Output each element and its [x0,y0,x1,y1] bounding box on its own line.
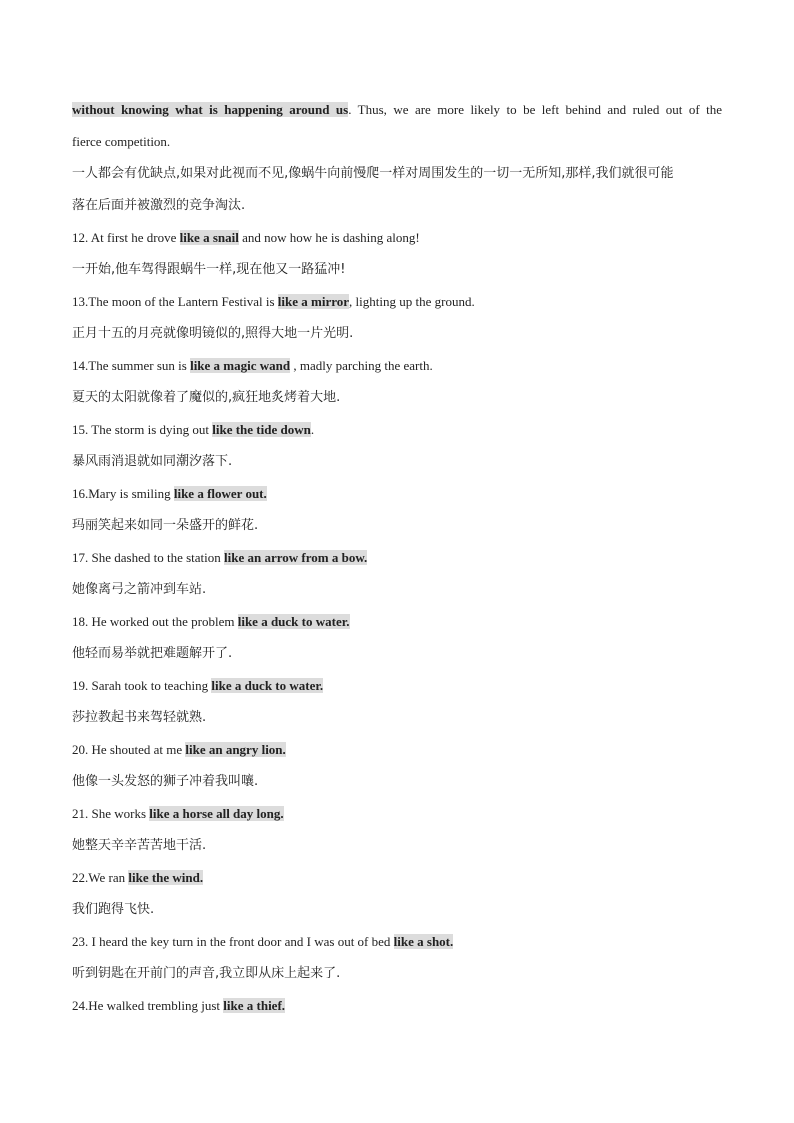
highlighted-phrase: like the wind. [128,870,204,885]
sentence-text: 22.We ran [72,870,129,885]
sentence-text: 13.The moon of the Lantern Festival is [72,294,278,309]
highlighted-phrase: without knowing what is happening around us [72,102,349,117]
paragraph-line: fierce competition. [72,134,171,149]
english-sentence [72,805,722,823]
english-sentence [72,741,722,759]
sentence-text: 19. Sarah took to teaching [72,678,212,693]
sentence-text: , madly parching the earth. [290,358,433,373]
chinese-translation: 他轻而易举就把难题解开了. [72,646,233,661]
chinese-translation: 她整天辛辛苦苦地干活. [72,838,207,853]
chinese-translation: 我们跑得飞快. [72,902,155,917]
english-sentence [72,549,722,567]
highlighted-phrase: like a mirror [277,294,350,309]
highlighted-phrase: like an arrow from a bow. [224,550,368,565]
chinese-translation: 他像一头发怒的狮子冲着我叫嚷. [72,774,259,789]
highlighted-phrase: like a snail [179,230,239,245]
sentence-text: and now how he is dashing along! [238,230,420,245]
chinese-translation: 一人都会有优缺点,如果对此视而不见,像蜗牛向前慢爬一样对周围发生的一切一无所知,那样,我们就很可能 [72,166,674,181]
highlighted-phrase: like a magic wand [190,358,291,373]
chinese-translation: 正月十五的月亮就像明镜似的,照得大地一片光明. [72,326,354,341]
english-sentence [72,357,722,375]
english-sentence [72,997,722,1015]
english-sentence [72,869,722,887]
english-sentence [72,677,722,695]
sentence-text: 12. At first he drove [72,230,180,245]
highlighted-phrase: like a flower out. [173,486,267,501]
highlighted-phrase: like a duck to water. [237,614,350,629]
sentence-text: 20. He shouted at me [72,742,186,757]
sentence-text: 15. The storm is dying out [72,422,213,437]
chinese-translation: 一开始,他车驾得跟蜗牛一样,现在他又一路猛冲! [72,262,346,277]
sentence-text: 23. I heard the key turn in the front door and I was out of bed [72,934,394,949]
highlighted-phrase: like the tide down [212,422,311,437]
sentence-text: 24.He walked trembling just [72,998,224,1013]
english-sentence [72,613,722,631]
highlighted-phrase: like an angry lion. [185,742,286,757]
sentence-text: . Thus, we are more likely to be left behind and ruled out of the [348,102,722,117]
chinese-translation: 她像离弓之箭冲到车站. [72,582,207,597]
chinese-translation: 听到钥匙在开前门的声音,我立即从床上起来了. [72,966,341,981]
english-sentence [72,421,722,439]
highlighted-phrase: like a shot. [393,934,454,949]
highlighted-phrase: like a horse all day long. [149,806,284,821]
chinese-translation: 夏天的太阳就像着了魔似的,疯狂地炙烤着大地. [72,390,341,405]
sentence-text: 16.Mary is smiling [72,486,174,501]
sentence-text: 18. He worked out the problem [72,614,238,629]
highlighted-phrase: like a duck to water. [211,678,324,693]
sentence-text: 21. She works [72,806,150,821]
paragraph-line [72,101,722,119]
chinese-translation: 莎拉教起书来驾轻就熟. [72,710,207,725]
sentence-text: 17. She dashed to the station [72,550,225,565]
chinese-translation: 暴风雨消退就如同潮汐落下. [72,454,233,469]
sentence-text: . [310,422,315,437]
english-sentence [72,485,722,503]
sentence-text: , lighting up the ground. [349,294,475,309]
sentence-text: 14.The summer sun is [72,358,191,373]
chinese-translation: 落在后面并被激烈的竞争淘汰. [72,198,246,213]
chinese-translation: 玛丽笑起来如同一朵盛开的鲜花. [72,518,259,533]
english-sentence [72,229,722,247]
english-sentence [72,293,722,311]
highlighted-phrase: like a thief. [223,998,286,1013]
english-sentence [72,933,722,951]
